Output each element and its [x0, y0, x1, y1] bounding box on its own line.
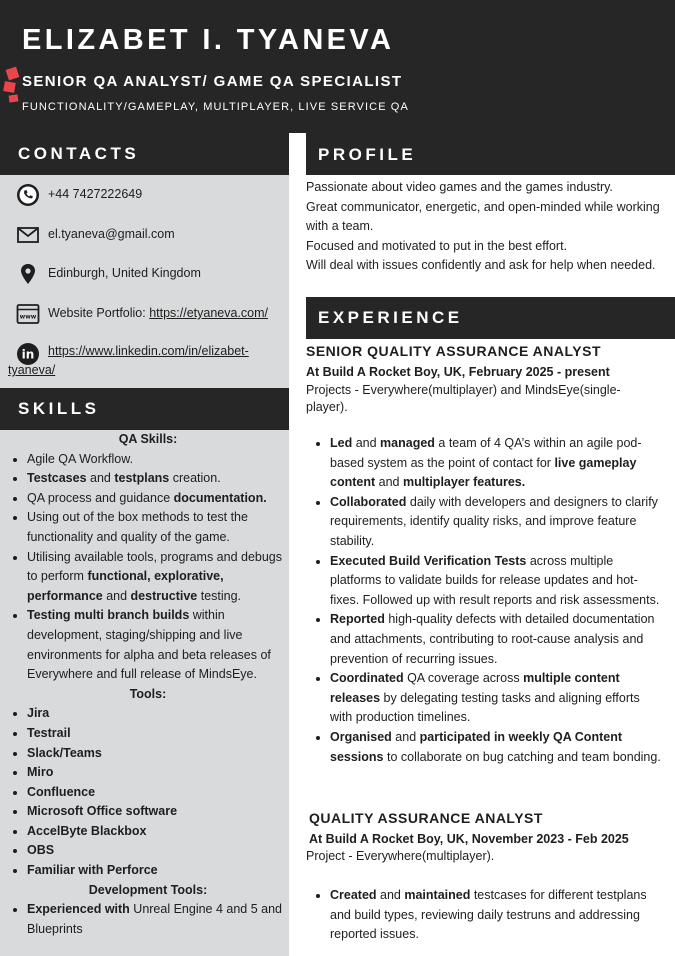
- phone-icon: [16, 183, 40, 207]
- job-description: Project - Everywhere(multiplayer).: [306, 849, 495, 863]
- tool-item: • Jira: [27, 704, 286, 724]
- dev-tools-heading: Development Tools:: [88, 882, 208, 897]
- linkedin-link[interactable]: https://www.linkedin.com/in/elizabet-tyaneva/: [8, 344, 249, 377]
- tools-list: [10, 704, 286, 880]
- qa-skills-heading: QA Skills:: [118, 432, 178, 446]
- skills-list: [10, 430, 286, 939]
- dev-tool-item: • Experienced with Unreal Engine 4 and 5 and Blueprints: [27, 900, 286, 939]
- profile-line: Focused and motivated to put in the best effort.: [306, 238, 568, 253]
- tool-item: • Familiar with Perforce: [27, 861, 286, 881]
- tool-item: • Confluence: [27, 783, 286, 803]
- job-bullet: • Reported high-quality defects with detailed documentation and attachments, contributing to root-cause analysis and prevention of recurring issues.: [330, 610, 661, 669]
- portfolio-link[interactable]: https://etyaneva.com/: [149, 306, 269, 320]
- job-company: At Build A Rocket Boy, UK, November 2023 - Feb 2025: [309, 832, 629, 846]
- email-icon: [16, 223, 40, 247]
- qa-skill-item: • Utilising available tools, programs and debugs to perform functional, explorative, performance and destructive testing.: [27, 548, 286, 607]
- job-headline: SENIOR QA ANALYST/ GAME QA SPECIALIST: [22, 73, 403, 90]
- tool-item: • Testrail: [27, 724, 286, 744]
- tool-item: • Slack/Teams: [27, 744, 286, 764]
- qa-skill-item: • Testcases and testplans creation.: [27, 469, 286, 489]
- contacts-heading: CONTACTS: [0, 133, 289, 175]
- accent-square: [9, 94, 19, 102]
- qa-skill-item: • QA process and guidance documentation.: [27, 489, 286, 509]
- specialty-line: FUNCTIONALITY/GAMEPLAY, MULTIPLAYER, LIVE SERVICE QA: [22, 101, 409, 113]
- profile-heading: PROFILE: [306, 133, 675, 175]
- svg-text:www: www: [19, 313, 37, 321]
- job-bullet: • Collaborated daily with developers and designers to clarify requirements, identify quality risks, and improve feature stability.: [330, 493, 661, 552]
- job-bullets: [306, 434, 661, 767]
- svg-text:in: in: [21, 347, 35, 362]
- job-bullet: • Led and managed a team of 4 QA’s within an agile pod-based system as the point of contact for live gameplay content and multiplayer features.: [330, 434, 661, 493]
- header-banner: [0, 0, 675, 133]
- portfolio-line: [48, 306, 268, 320]
- job-bullet: • Coordinated QA coverage across multiple content releases by delegating testing tasks and aligning efforts with production timelines.: [330, 669, 661, 728]
- profile-text: [306, 178, 661, 276]
- profile-line: Great communicator, energetic, and open-minded while working with a team.: [306, 199, 660, 234]
- job-bullet: • Organised and participated in weekly QA Content sessions to collaborate on bug catching and team bonding.: [330, 728, 661, 767]
- job-title: SENIOR QUALITY ASSURANCE ANALYST: [306, 343, 601, 359]
- tool-item: • Microsoft Office software: [27, 802, 286, 822]
- profile-line: Will deal with issues confidently and ask for help when needed.: [306, 258, 656, 273]
- qa-skill-item: • Agile QA Workflow.: [27, 450, 286, 470]
- skills-heading: SKILLS: [0, 388, 289, 430]
- tool-item: • AccelByte Blackbox: [27, 822, 286, 842]
- email-address[interactable]: el.tyaneva@gmail.com: [48, 227, 175, 241]
- phone-number[interactable]: +44 7427222649: [48, 187, 143, 201]
- tools-heading: Tools:: [129, 686, 167, 701]
- website-icon: [16, 302, 40, 326]
- qa-skill-item: • Using out of the box methods to test the functionality and quality of the game.: [27, 508, 286, 547]
- tool-item: • Miro: [27, 763, 286, 783]
- job-company: At Build A Rocket Boy, UK, February 2025 - present: [306, 365, 610, 379]
- experience-heading: EXPERIENCE: [306, 297, 675, 339]
- dev-tools-list: [10, 900, 286, 939]
- profile-line: Passionate about video games and the games industry.: [306, 180, 613, 194]
- accent-square: [6, 67, 20, 81]
- portfolio-label: Website Portfolio:: [48, 306, 150, 320]
- tool-item: • OBS: [27, 841, 286, 861]
- job-bullet: • Executed Build Verification Tests across multiple platforms to validate builds for release updates and hot-fixes. Followed up with result reports and risk assessments.: [330, 552, 661, 611]
- accent-square: [3, 81, 16, 93]
- linkedin-line: [8, 342, 283, 380]
- job-title: QUALITY ASSURANCE ANALYST: [309, 810, 543, 826]
- location-text: Edinburgh, United Kingdom: [48, 266, 201, 280]
- job-bullets: [306, 886, 661, 945]
- qa-skills-list: [10, 450, 286, 685]
- qa-skill-item: • Testing multi branch builds within development, staging/shipping and live environments for alpha and beta releases of Everywhere and full release of MindsEye.: [27, 606, 286, 684]
- job-description: Projects - Everywhere(multiplayer) and MindsEye(single-player).: [306, 383, 621, 414]
- location-icon: [16, 262, 40, 286]
- candidate-name: ELIZABET I. TYANEVA: [22, 24, 395, 56]
- job-bullet: • Created and maintained testcases for different testplans and build types, reviewing daily testruns and addressing reported issues.: [330, 886, 661, 945]
